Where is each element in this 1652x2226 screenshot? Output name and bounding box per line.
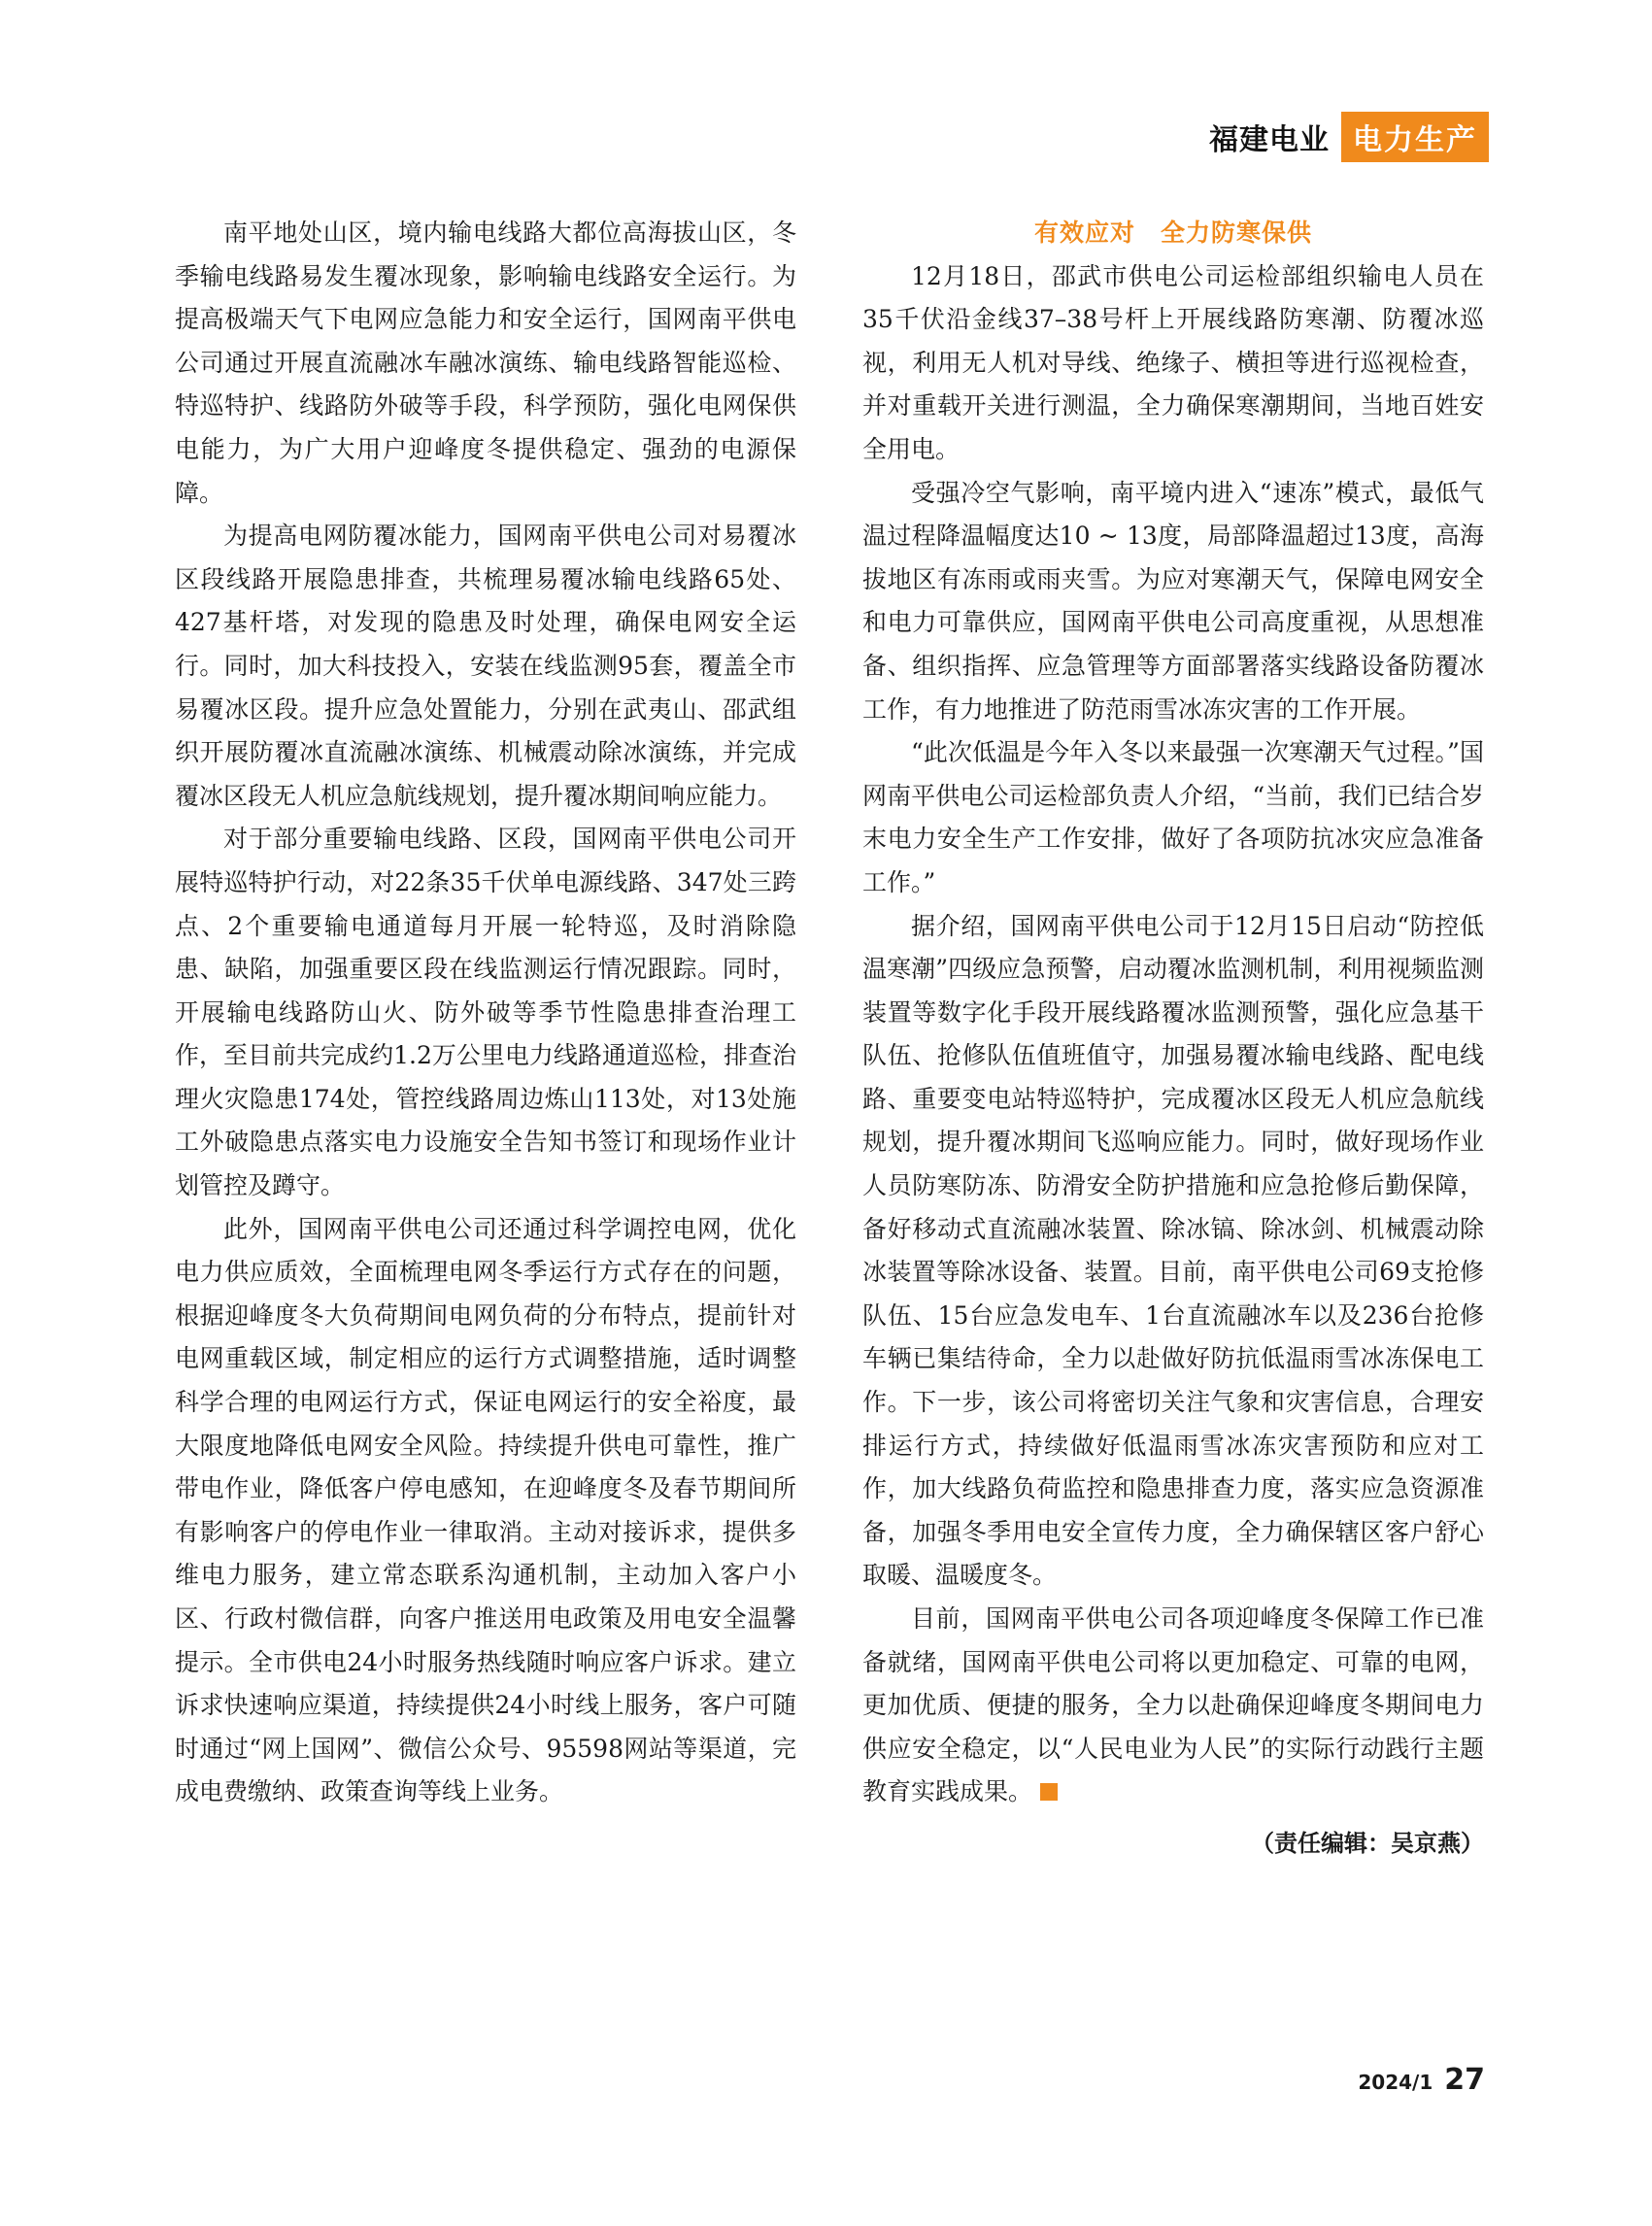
paragraph: 对于部分重要输电线路、区段，国网南平供电公司开展特巡特护行动，对22条35千伏单电源线路、347处三跨点、2个重要输电通道每月开展一轮特巡，及时消除隐患、缺陷，加强重要区段在线监测运行情况跟踪。同时，开展输电线路防山火、防外破等季节性隐患排查治理工作，至目前共完成约1.2万公里电力线路通道巡检，排查治理火灾隐患174处，管控线路周边炼山113处，对13处施工外破隐患点落实电力设施安全告知书签订和现场作业计划管控及蹲守。 xyxy=(175,825,796,1200)
issue-number: 2024/1 xyxy=(1358,2071,1433,2094)
paragraph-text: 目前，国网南平供电公司各项迎峰度冬保障工作已准备就绪，国网南平供电公司将以更加稳定、可靠的电网，更加优质、便捷的服务，全力以赴确保迎峰度冬期间电力供应安全稳定，以“人民电业为人民”的实际行动践行主题教育实践成果。 xyxy=(862,1604,1484,1806)
right-column xyxy=(862,212,1484,1866)
paragraph: 此外，国网南平供电公司还通过科学调控电网，优化电力供应质效，全面梳理电网冬季运行方式存在的问题，根据迎峰度冬大负荷期间电网负荷的分布特点，提前针对电网重载区域，制定相应的运行方式调整措施，适时调整科学合理的电网运行方式，保证电网运行的安全裕度，最大限度地降低电网安全风险。持续提升供电可靠性，推广带电作业，降低客户停电感知，在迎峰度冬及春节期间所有影响客户的停电作业一律取消。主动对接诉求，提供多维电力服务，建立常态联系沟通机制，主动加入客户小区、行政村微信群，向客户推送用电政策及用电安全温馨提示。全市供电24小时服务热线随时响应客户诉求。建立诉求快速响应渠道，持续提供24小时线上服务，客户可随时通过“网上国网”、微信公众号、95598网站等渠道，完成电费缴纳、政策查询等线上业务。 xyxy=(175,1214,796,1806)
section-badge: 电力生产 xyxy=(1341,112,1489,162)
paragraph: “此次低温是今年入冬以来最强一次寒潮天气过程。”国网南平供电公司运检部负责人介绍，“当前，我们已结合岁末电力安全生产工作安排，做好了各项防抗冰灾应急准备工作。” xyxy=(862,738,1484,896)
paragraph: 12月18日，邵武市供电公司运检部组织输电人员在35千伏沿金线37–38号杆上开展线路防寒潮、防覆冰巡视，利用无人机对导线、绝缘子、横担等进行巡视检查，并对重载开关进行测温，全力确保寒潮期间，当地百姓安全用电。 xyxy=(862,261,1484,463)
editor-credit: （责任编辑：吴京燕） xyxy=(1251,1829,1484,1857)
paragraph-final xyxy=(862,1598,1484,1814)
paragraph: 为提高电网防覆冰能力，国网南平供电公司对易覆冰区段线路开展隐患排查，共梳理易覆冰输电线路65处、427基杆塔，对发现的隐患及时处理，确保电网安全运行。同时，加大科技投入，安装在线监测95套，覆盖全市易覆冰区段。提升应急处置能力，分别在武夷山、邵武组织开展防覆冰直流融冰演练、机械震动除冰演练，并完成覆冰区段无人机应急航线规划，提升覆冰期间响应能力。 xyxy=(175,522,796,810)
magazine-name: 福建电业 xyxy=(1209,123,1330,157)
paragraph: 南平地处山区，境内输电线路大都位高海拔山区，冬季输电线路易发生覆冰现象，影响输电线路安全运行。为提高极端天气下电网应急能力和安全运行，国网南平供电公司通过开展直流融冰车融冰演练、输电线路智能巡检、特巡特护、线路防外破等手段，科学预防，强化电网保供电能力，为广大用户迎峰度冬提供稳定、强劲的电源保障。 xyxy=(175,219,796,507)
page-number: 27 xyxy=(1444,2063,1485,2097)
paragraph: 受强冷空气影响，南平境内进入“速冻”模式，最低气温过程降温幅度达10 ~ 13度，局部降温超过13度，高海拔地区有冻雨或雨夹雪。为应对寒潮天气，保障电网安全和电力可靠供应，国网南平供电公司高度重视，从思想准备、组织指挥、应急管理等方面部署落实线路设备防覆冰工作，有力地推进了防范雨雪冰冻灾害的工作开展。 xyxy=(862,478,1484,724)
end-mark-icon xyxy=(1040,1783,1058,1801)
section-subheading: 有效应对 全力防寒保供 xyxy=(1033,219,1312,247)
page-header xyxy=(1209,115,1489,159)
left-column xyxy=(175,212,796,1814)
paragraph: 据介绍，国网南平供电公司于12月15日启动“防控低温寒潮”四级应急预警，启动覆冰监测机制，利用视频监测装置等数字化手段开展线路覆冰监测预警，强化应急基干队伍、抢修队伍值班值守，加强易覆冰输电线路、配电线路、重要变电站特巡特护，完成覆冰区段无人机应急航线规划，提升覆冰期间飞巡响应能力。同时，做好现场作业人员防寒防冻、防滑安全防护措施和应急抢修后勤保障，备好移动式直流融冰装置、除冰镐、除冰剑、机械震动除冰装置等除冰设备、装置。目前，南平供电公司69支抢修队伍、15台应急发电车、1台直流融冰车以及236台抢修车辆已集结待命，全力以赴做好防抗低温雨雪冰冻保电工作。下一步，该公司将密切关注气象和灾害信息，合理安排运行方式，持续做好低温雨雪冰冻灾害预防和应对工作，加大线路负荷监控和隐患排查力度，落实应急资源准备，加强冬季用电安全宣传力度，全力确保辖区客户舒心取暖、温暖度冬。 xyxy=(862,911,1484,1590)
page-footer xyxy=(1358,2063,1485,2097)
